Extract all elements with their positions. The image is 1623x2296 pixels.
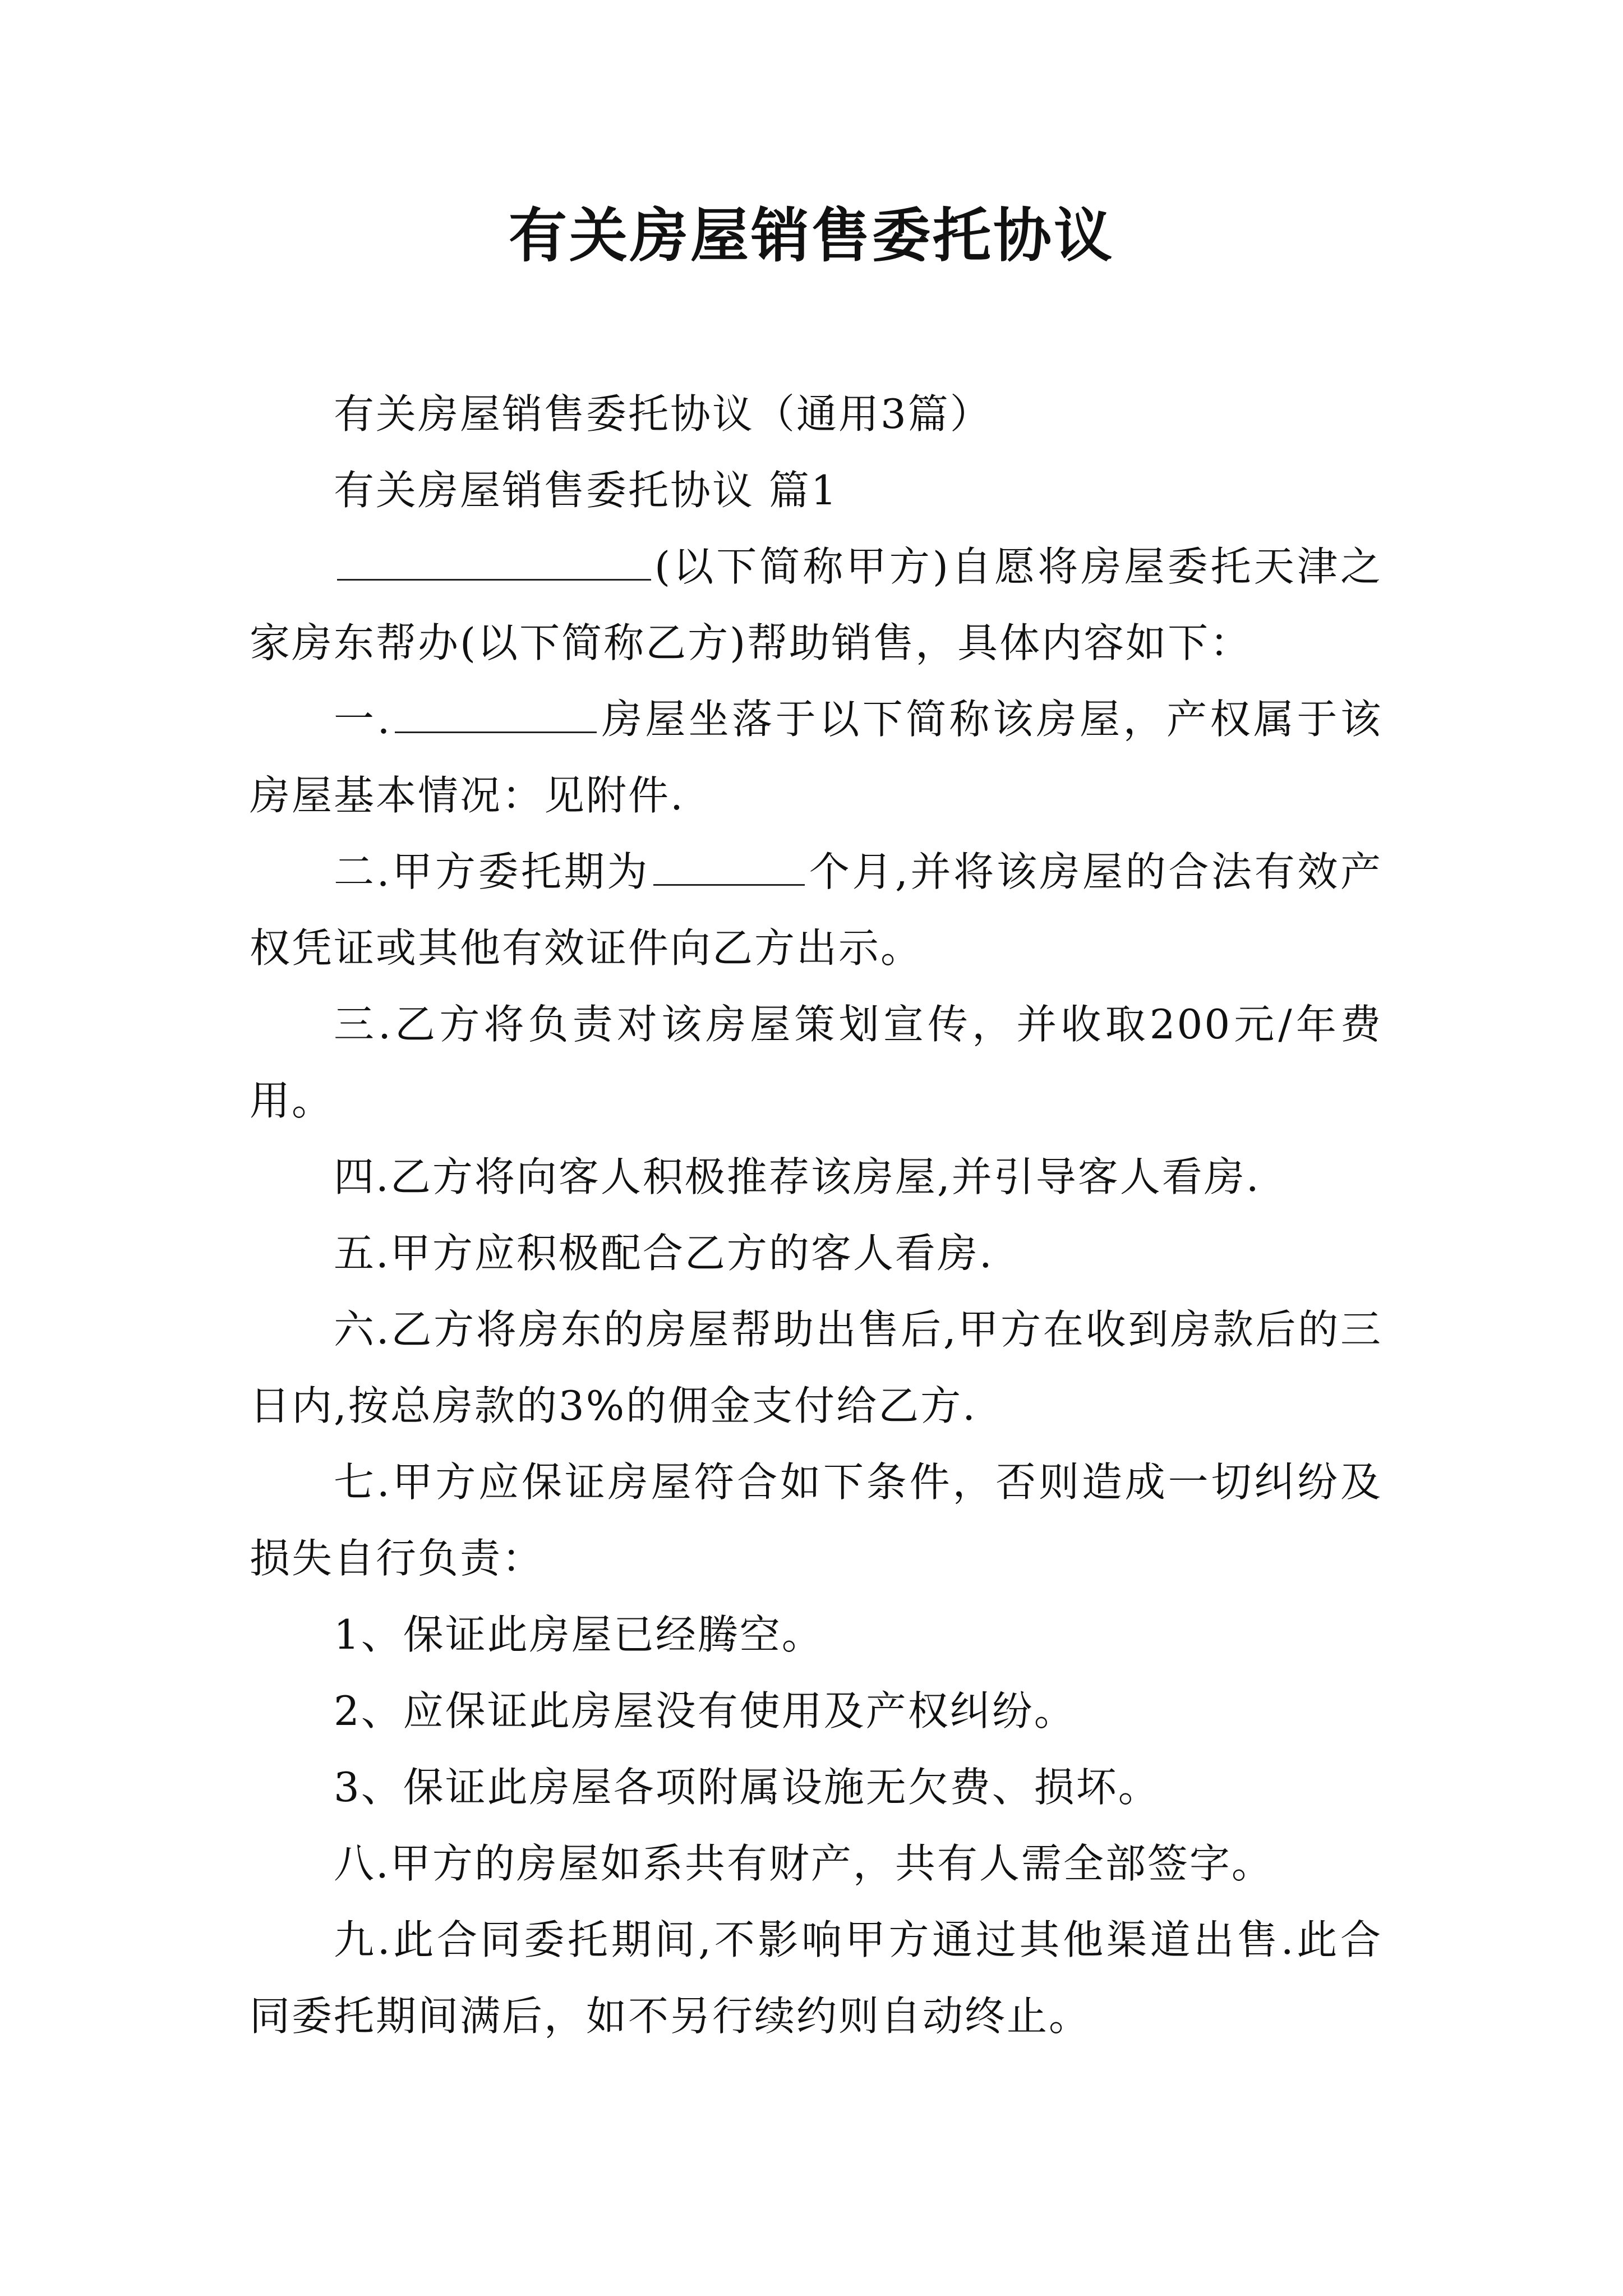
clause-7-sub-3: 3、保证此房屋各项附属设施无欠费、损坏。 xyxy=(334,1764,1160,1811)
term-months-blank xyxy=(653,839,805,886)
clause-9: 九.此合同委托期间,不影响甲方通过其他渠道出售.此合同委托期间满后，如不另行续约则自动终止。 xyxy=(250,1916,1382,2040)
property-address-blank xyxy=(395,687,597,733)
clause-7-sub-1: 1、保证此房屋已经腾空。 xyxy=(334,1611,824,1658)
clause-1-text: 房屋坐落于以下简称该房屋，产权属于该房屋基本情况：见附件. xyxy=(250,696,1382,819)
clause-2-prefix: 二.甲方委托期为 xyxy=(334,848,651,895)
clause-1-prefix: 一. xyxy=(334,696,392,743)
clause-7-sub-2: 2、应保证此房屋没有使用及产权纠纷。 xyxy=(334,1687,1076,1734)
party-a-name-blank xyxy=(337,534,651,581)
clause-5: 五.甲方应积极配合乙方的客人看房. xyxy=(334,1230,994,1277)
intro-text: (以下简称甲方)自愿将房屋委托天津之家房东帮办(以下简称乙方)帮助销售，具体内容如下： xyxy=(250,543,1382,666)
clause-2 xyxy=(250,834,1382,986)
document-title: 有关房屋销售委托协议 xyxy=(508,201,1114,270)
clause-4: 四.乙方将向客人积极推荐该房屋,并引导客人看房. xyxy=(334,1153,1261,1200)
intro-paragraph xyxy=(250,528,1382,681)
document-subtitle: 有关房屋销售委托协议（通用3篇） xyxy=(334,390,992,438)
section-heading: 有关房屋销售委托协议 篇1 xyxy=(334,467,838,514)
clause-8: 八.甲方的房屋如系共有财产，共有人需全部签字。 xyxy=(334,1840,1274,1887)
clause-7: 七.甲方应保证房屋符合如下条件，否则造成一切纠纷及损失自行负责： xyxy=(250,1458,1382,1582)
clause-1 xyxy=(250,681,1382,834)
clause-2-text: 个月,并将该房屋的合法有效产权凭证或其他有效证件向乙方出示。 xyxy=(250,848,1382,972)
clause-3: 三.乙方将负责对该房屋策划宣传，并收取200元/年费用。 xyxy=(250,1001,1382,1124)
clause-6: 六.乙方将房东的房屋帮助出售后,甲方在收到房款后的三日内,按总房款的3%的佣金支付给乙方. xyxy=(250,1306,1382,1429)
document-body xyxy=(250,376,1382,2054)
